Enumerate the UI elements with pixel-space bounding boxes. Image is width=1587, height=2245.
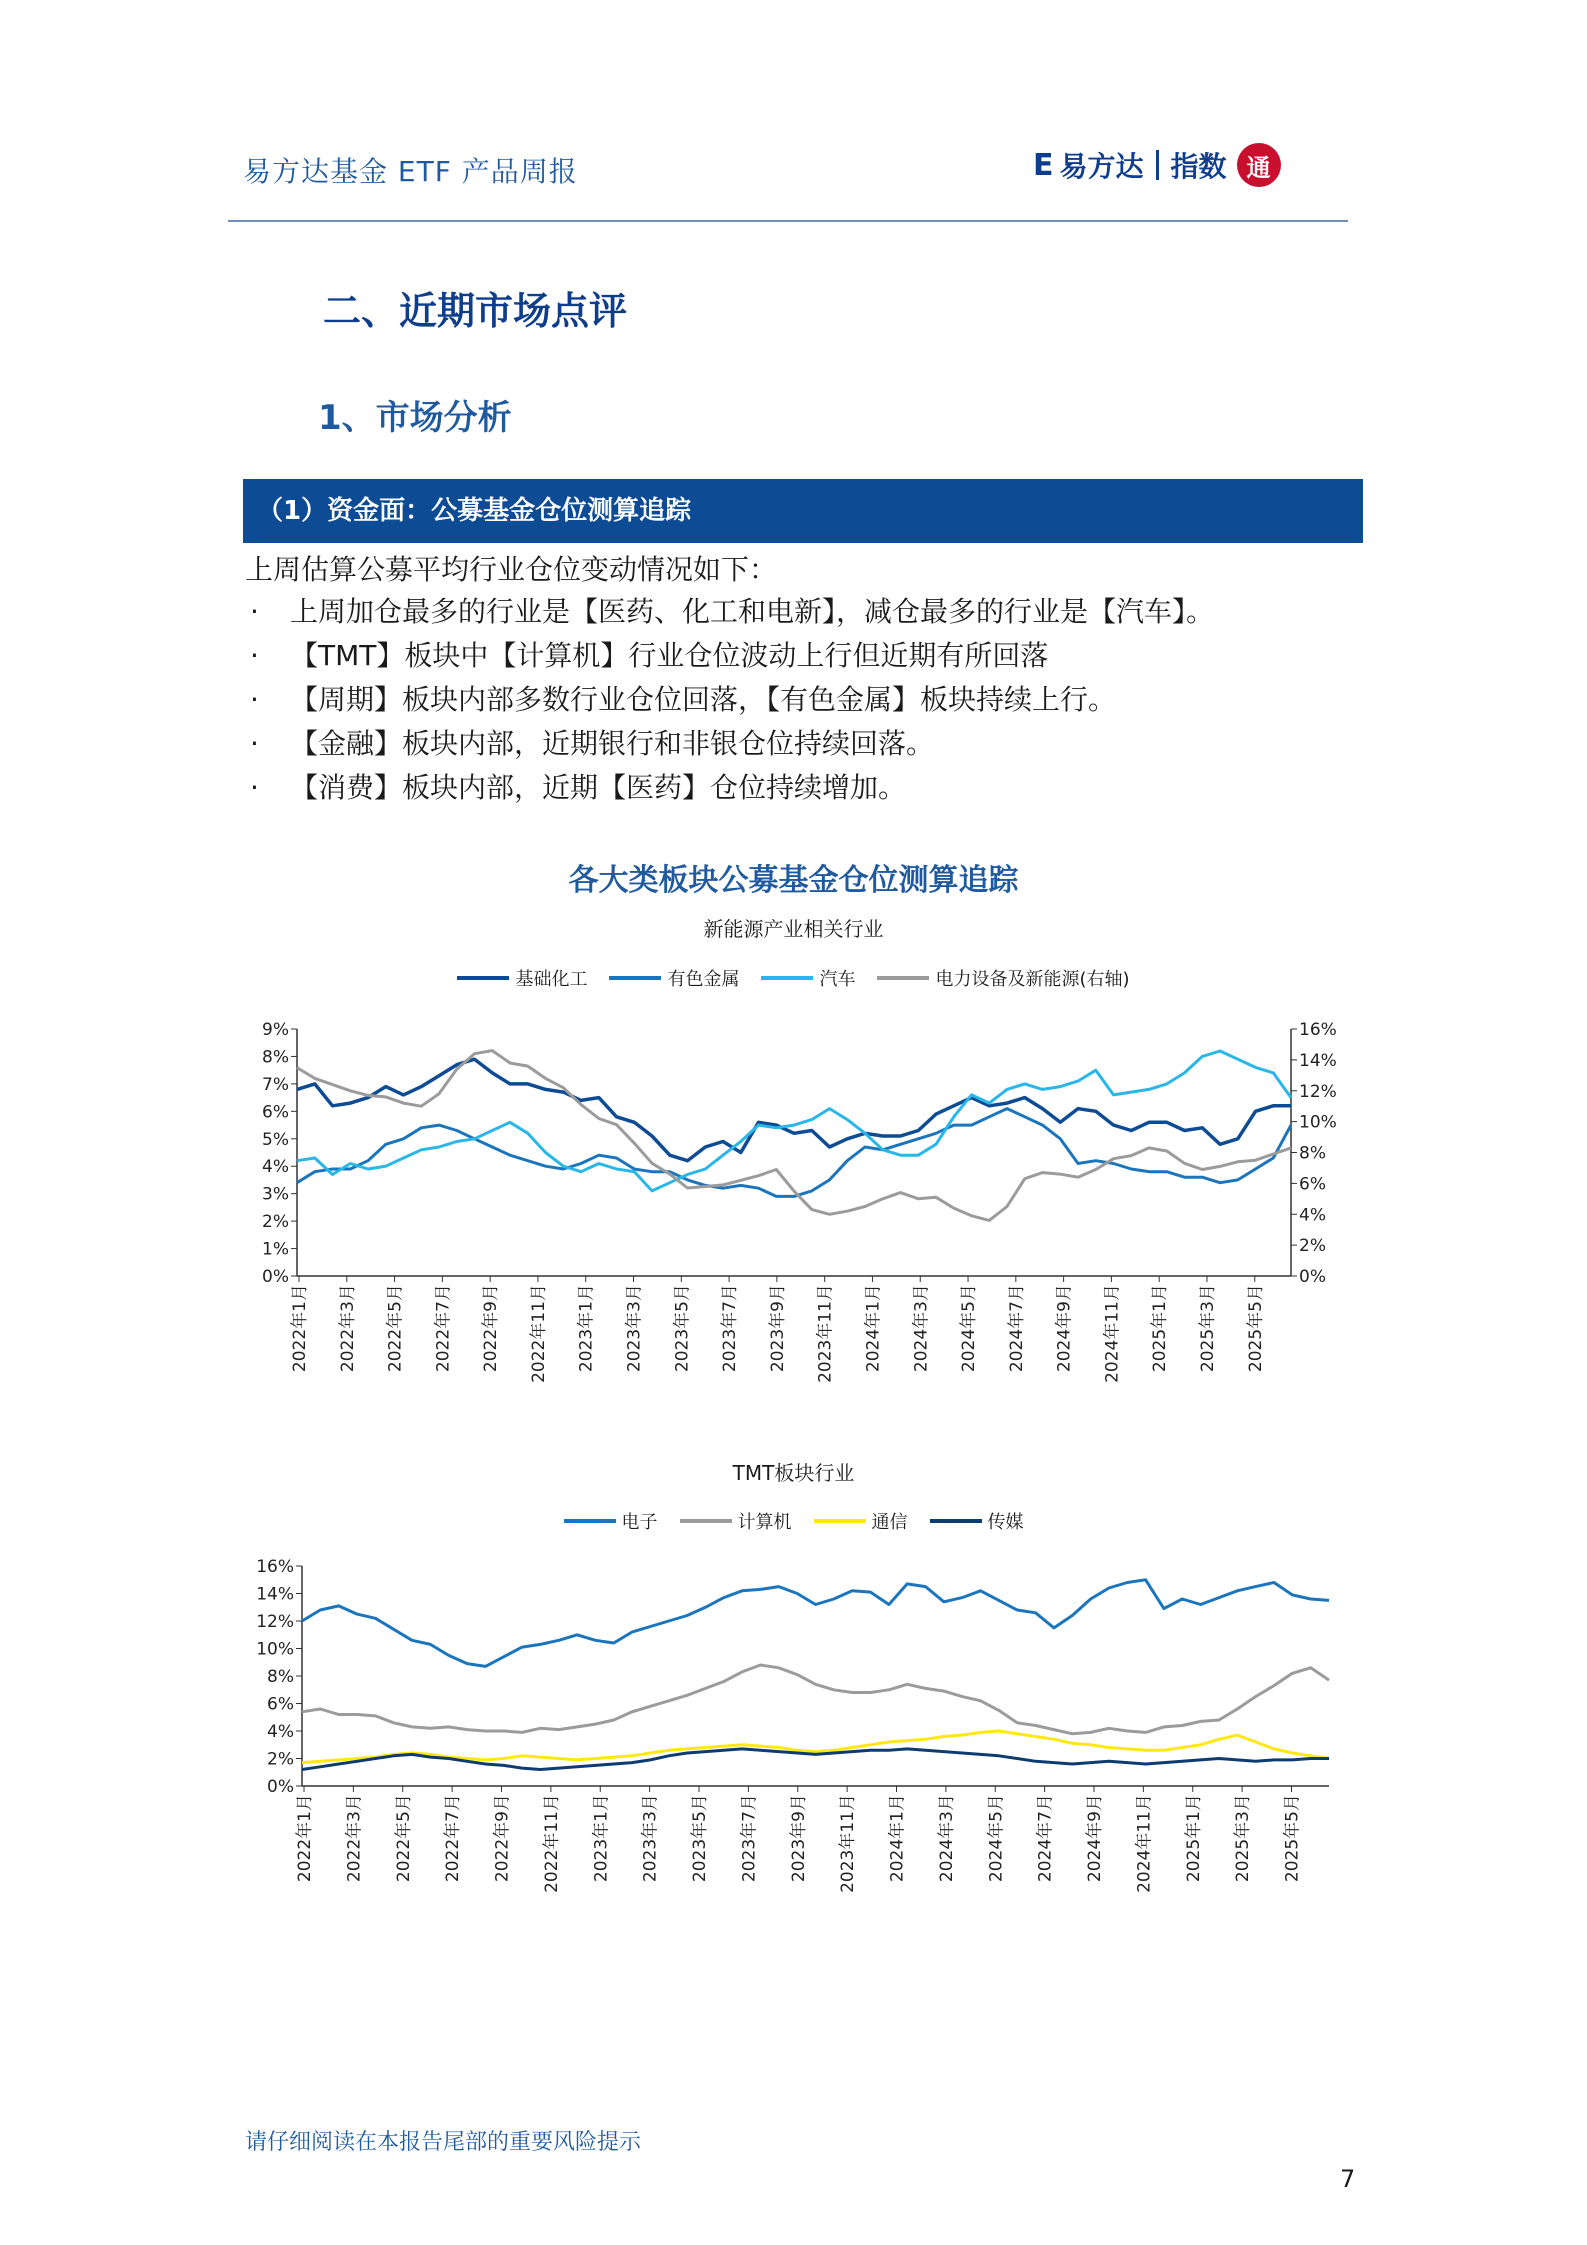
y2-tick-label: 10%	[1299, 1112, 1337, 1133]
x-tick-label: 2024年7月	[1006, 1284, 1027, 1373]
x-tick-label: 2022年5月	[393, 1794, 414, 1883]
y2-tick-label: 12%	[1299, 1081, 1337, 1102]
y2-tick-label: 6%	[1299, 1174, 1326, 1195]
y-tick-label: 8%	[262, 1047, 289, 1068]
y-tick-label: 4%	[267, 1722, 294, 1742]
x-tick-label: 2024年9月	[1054, 1284, 1075, 1373]
intro-text: 上周估算公募平均行业仓位变动情况如下：	[245, 553, 778, 586]
x-tick-label: 2024年1月	[887, 1794, 908, 1883]
legend-swatch	[877, 976, 929, 980]
legend-swatch	[564, 1519, 616, 1523]
chart2-title: TMT板块行业	[732, 1461, 855, 1485]
legend-swatch	[609, 976, 661, 980]
legend-item	[457, 965, 587, 991]
x-tick-label: 2023年9月	[788, 1794, 809, 1883]
legend-item	[761, 965, 855, 991]
chart1-legend	[0, 965, 1587, 991]
x-tick-label: 2022年11月	[528, 1284, 549, 1383]
x-tick-label: 2022年1月	[295, 1794, 315, 1883]
bullet-text: 【TMT】板块中【计算机】行业仓位波动上行但近期有所回落	[290, 639, 1049, 672]
legend-swatch	[930, 1519, 982, 1523]
y-tick-label: 2%	[262, 1212, 289, 1233]
x-tick-label: 2025年1月	[1150, 1284, 1171, 1373]
y2-tick-label: 14%	[1299, 1050, 1337, 1071]
bullet-dot: ·	[250, 683, 259, 716]
y-tick-label: 14%	[256, 1584, 294, 1605]
x-tick-label: 2022年9月	[481, 1284, 502, 1373]
bullet-item	[250, 634, 1214, 678]
y-tick-label: 5%	[262, 1129, 289, 1150]
topic-banner: （1）资金面：公募基金仓位测算追踪	[243, 479, 1363, 543]
x-tick-label: 2022年7月	[443, 1794, 464, 1883]
x-tick-label: 2024年11月	[1134, 1794, 1155, 1893]
bullet-item	[250, 766, 1214, 810]
chart1-plot	[0, 1005, 1587, 1405]
bullet-item	[250, 590, 1214, 634]
chart2-legend	[0, 1508, 1587, 1534]
legend-item	[609, 965, 739, 991]
x-tick-label: 2025年3月	[1233, 1794, 1254, 1883]
legend-swatch	[680, 1519, 732, 1523]
bullet-text: 上周加仓最多的行业是【医药、化工和电新】，减仓最多的行业是【汽车】。	[290, 595, 1215, 628]
legend-label: 汽车	[819, 969, 856, 990]
section-heading: 二、近期市场点评	[323, 289, 628, 333]
series-line-通信	[302, 1731, 1329, 1763]
x-tick-label: 2024年9月	[1085, 1794, 1105, 1883]
y-tick-label: 10%	[256, 1639, 294, 1660]
y-tick-label: 16%	[256, 1557, 294, 1577]
bullet-dot: ·	[250, 639, 259, 672]
bullet-dot: ·	[250, 727, 259, 760]
bullet-dot: ·	[250, 771, 259, 804]
y-tick-label: 4%	[262, 1157, 289, 1178]
x-tick-label: 2022年3月	[344, 1794, 365, 1883]
y2-tick-label: 2%	[1299, 1236, 1326, 1257]
x-tick-label: 2025年1月	[1183, 1794, 1204, 1883]
legend-item	[564, 1508, 658, 1534]
legend-swatch	[761, 976, 813, 980]
legend-item	[680, 1508, 792, 1534]
y2-tick-label: 16%	[1299, 1020, 1337, 1040]
chart2-plot	[0, 1550, 1587, 1950]
page-number: 7	[1340, 2165, 1356, 2193]
logo-sub: 指数	[1170, 150, 1227, 183]
y-tick-label: 8%	[267, 1667, 294, 1687]
y-tick-label: 2%	[267, 1749, 294, 1770]
y-tick-label: 3%	[262, 1184, 289, 1205]
risk-disclaimer: 请仔细阅读在本报告尾部的重要风险提示	[245, 2130, 642, 2155]
legend-label: 通信	[871, 1512, 908, 1533]
x-tick-label: 2022年1月	[290, 1284, 310, 1373]
x-tick-label: 2024年3月	[911, 1284, 932, 1373]
x-tick-label: 2023年9月	[767, 1284, 788, 1373]
bullet-dot: ·	[250, 595, 259, 628]
y-tick-label: 7%	[262, 1074, 289, 1095]
x-tick-label: 2023年3月	[624, 1284, 645, 1373]
x-tick-label: 2022年9月	[492, 1794, 513, 1883]
series-line-电子	[302, 1580, 1329, 1667]
bullet-text: 【周期】板块内部多数行业仓位回落，【有色金属】板块持续上行。	[290, 683, 1117, 716]
subsection-heading: 1、市场分析	[318, 398, 512, 438]
x-tick-label: 2024年1月	[863, 1284, 884, 1373]
y-tick-label: 12%	[256, 1612, 294, 1632]
x-tick-label: 2023年7月	[739, 1794, 760, 1883]
logo-separator	[1156, 150, 1159, 180]
y2-tick-label: 4%	[1299, 1205, 1326, 1226]
logo-seal-icon: 通	[1237, 143, 1281, 187]
y2-tick-label: 8%	[1299, 1143, 1326, 1164]
x-tick-label: 2022年3月	[337, 1284, 358, 1373]
bullet-list	[250, 590, 1214, 810]
legend-item	[877, 965, 1129, 991]
logo	[1033, 143, 1281, 187]
x-tick-label: 2025年5月	[1245, 1284, 1266, 1373]
x-tick-label: 2024年7月	[1035, 1794, 1056, 1883]
figure-title: 各大类板块公募基金仓位测算追踪	[568, 863, 1019, 898]
x-tick-label: 2024年11月	[1102, 1284, 1123, 1383]
logo-name: 易方达	[1059, 150, 1144, 183]
legend-label: 电力设备及新能源(右轴)	[935, 969, 1130, 990]
x-tick-label: 2025年5月	[1282, 1794, 1303, 1883]
legend-swatch	[814, 1519, 866, 1523]
legend-label: 有色金属	[667, 969, 740, 990]
bullet-text: 【金融】板块内部，近期银行和非银仓位持续回落。	[290, 727, 935, 760]
x-tick-label: 2023年5月	[690, 1794, 710, 1883]
chart1-title: 新能源产业相关行业	[703, 917, 884, 941]
bullet-item	[250, 678, 1214, 722]
x-tick-label: 2022年11月	[541, 1794, 562, 1893]
x-tick-label: 2024年3月	[936, 1794, 957, 1883]
y-tick-label: 9%	[262, 1020, 289, 1040]
y2-tick-label: 0%	[1299, 1267, 1326, 1287]
bullet-item	[250, 722, 1214, 766]
y-tick-label: 0%	[267, 1777, 294, 1797]
x-tick-label: 2023年1月	[591, 1794, 612, 1883]
legend-swatch	[457, 976, 509, 980]
x-tick-label: 2022年5月	[385, 1284, 406, 1373]
report-title: 易方达基金 ETF 产品周报	[243, 155, 578, 188]
x-tick-label: 2025年3月	[1197, 1284, 1218, 1373]
logo-e-icon: E	[1033, 147, 1054, 183]
legend-label: 基础化工	[515, 969, 588, 990]
legend-label: 电子	[621, 1512, 658, 1533]
x-tick-label: 2024年5月	[959, 1284, 980, 1373]
x-tick-label: 2023年7月	[720, 1284, 741, 1373]
x-tick-label: 2023年11月	[815, 1284, 836, 1383]
x-tick-label: 2023年11月	[838, 1794, 859, 1893]
x-tick-label: 2023年5月	[672, 1284, 693, 1373]
legend-label: 计算机	[737, 1512, 792, 1533]
header-divider	[228, 220, 1348, 222]
series-line-计算机	[302, 1665, 1329, 1734]
y-tick-label: 1%	[262, 1239, 289, 1260]
legend-item	[814, 1508, 908, 1534]
legend-label: 传媒	[987, 1512, 1024, 1533]
y-tick-label: 6%	[262, 1102, 289, 1123]
x-tick-label: 2023年3月	[640, 1794, 661, 1883]
x-tick-label: 2024年5月	[986, 1794, 1007, 1883]
x-tick-label: 2023年1月	[576, 1284, 597, 1373]
y-tick-label: 6%	[267, 1694, 294, 1715]
legend-item	[930, 1508, 1024, 1534]
y-tick-label: 0%	[262, 1267, 289, 1287]
bullet-text: 【消费】板块内部，近期【医药】仓位持续增加。	[290, 771, 907, 804]
x-tick-label: 2022年7月	[433, 1284, 454, 1373]
